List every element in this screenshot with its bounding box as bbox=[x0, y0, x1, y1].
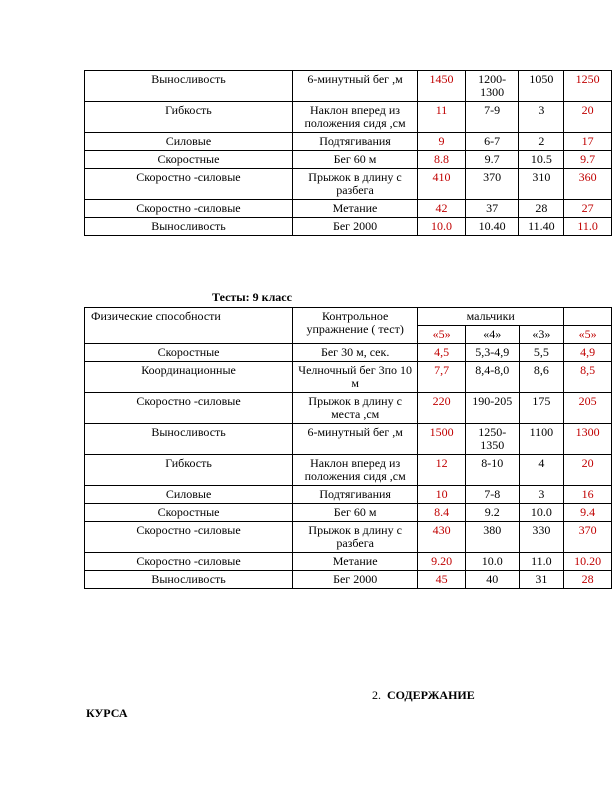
ability-cell: Скоростные bbox=[85, 151, 293, 169]
table-header-row bbox=[85, 308, 612, 326]
ability-cell: Скоростно -силовые bbox=[85, 553, 293, 571]
table-row bbox=[85, 362, 612, 393]
section-title: СОДЕРЖАНИЕ bbox=[387, 688, 475, 702]
grade5-cell: 17 bbox=[564, 133, 612, 151]
section-number: 2. bbox=[372, 688, 381, 702]
grade5-cell: 28 bbox=[564, 571, 612, 589]
ability-cell: Силовые bbox=[85, 133, 293, 151]
grade4-cell: 380 bbox=[465, 522, 519, 553]
grade5-cell: 9.20 bbox=[418, 553, 466, 571]
header-group-boys: мальчики bbox=[418, 308, 564, 326]
exercise-cell: Прыжок в длину с разбега bbox=[292, 169, 417, 200]
ability-cell: Скоростно -силовые bbox=[85, 393, 293, 424]
grade4-cell: 7-8 bbox=[465, 486, 519, 504]
grade3-cell: 3 bbox=[519, 102, 564, 133]
grade5-cell: 16 bbox=[564, 486, 612, 504]
table-row bbox=[85, 344, 612, 362]
grade4-cell: 6-7 bbox=[465, 133, 519, 151]
exercise-cell: Бег 30 м, сек. bbox=[293, 344, 418, 362]
header-exercise: Контрольное упражнение ( тест) bbox=[293, 308, 418, 344]
grade4-cell: 7-9 bbox=[465, 102, 519, 133]
ability-cell: Гибкость bbox=[85, 102, 293, 133]
exercise-cell: 6-минутный бег ,м bbox=[293, 424, 418, 455]
grade5-cell: 12 bbox=[418, 455, 466, 486]
grade4-cell: 10.0 bbox=[465, 553, 519, 571]
grade3-cell: 31 bbox=[519, 571, 564, 589]
section-heading bbox=[372, 688, 475, 703]
exercise-cell: Челночный бег 3по 10 м bbox=[293, 362, 418, 393]
grade5-cell: 9 bbox=[418, 133, 466, 151]
grade5-cell: 11.0 bbox=[564, 218, 612, 236]
table-row bbox=[85, 504, 612, 522]
table-row bbox=[85, 553, 612, 571]
grade4-cell: 1250-1350 bbox=[465, 424, 519, 455]
grade3-cell: 175 bbox=[519, 393, 564, 424]
grade4-cell: 8,4-8,0 bbox=[465, 362, 519, 393]
norms-table-previous-body bbox=[85, 71, 612, 236]
header-grade: «5» bbox=[418, 326, 466, 344]
ability-cell: Гибкость bbox=[85, 455, 293, 486]
ability-cell: Скоростные bbox=[85, 504, 293, 522]
grade3-cell: 3 bbox=[519, 486, 564, 504]
grade5-cell: 360 bbox=[564, 169, 612, 200]
header-group-spacer bbox=[564, 308, 612, 326]
ability-cell: Силовые bbox=[85, 486, 293, 504]
exercise-cell: Бег 2000 bbox=[292, 218, 417, 236]
grade5-cell: 4,9 bbox=[564, 344, 612, 362]
table-row bbox=[85, 486, 612, 504]
norms-table-grade9-body bbox=[85, 308, 612, 589]
grade3-cell: 4 bbox=[519, 455, 564, 486]
grade5-cell: 8.4 bbox=[418, 504, 466, 522]
table-row bbox=[85, 102, 612, 133]
grade4-cell: 370 bbox=[465, 169, 519, 200]
grade3-cell: 28 bbox=[519, 200, 564, 218]
table-row bbox=[85, 133, 612, 151]
grade4-cell: 9.7 bbox=[465, 151, 519, 169]
grade5-cell: 1450 bbox=[418, 71, 466, 102]
exercise-cell: Подтягивания bbox=[293, 486, 418, 504]
grade5-cell: 9.4 bbox=[564, 504, 612, 522]
grade5-cell: 10 bbox=[418, 486, 466, 504]
grade5-cell: 11 bbox=[418, 102, 466, 133]
ability-cell: Скоростные bbox=[85, 344, 293, 362]
table-row bbox=[85, 571, 612, 589]
grade3-cell: 5,5 bbox=[519, 344, 564, 362]
section-title-continuation: КУРСА bbox=[86, 706, 128, 720]
ability-cell: Выносливость bbox=[85, 218, 293, 236]
header-grade: «3» bbox=[519, 326, 564, 344]
grade5-cell: 410 bbox=[418, 169, 466, 200]
grade5-cell: 45 bbox=[418, 571, 466, 589]
grade3-cell: 10.5 bbox=[519, 151, 564, 169]
grade3-cell: 11.0 bbox=[519, 553, 564, 571]
ability-cell: Скоростно -силовые bbox=[85, 200, 293, 218]
ability-cell: Выносливость bbox=[85, 424, 293, 455]
table-row bbox=[85, 151, 612, 169]
grade5-cell: 27 bbox=[564, 200, 612, 218]
grade5-cell: 8,5 bbox=[564, 362, 612, 393]
exercise-cell: Метание bbox=[292, 200, 417, 218]
grade5-cell: 430 bbox=[418, 522, 466, 553]
grade4-cell: 8-10 bbox=[465, 455, 519, 486]
exercise-cell: Бег 60 м bbox=[292, 151, 417, 169]
exercise-cell: Прыжок в длину с места ,см bbox=[293, 393, 418, 424]
header-grade: «4» bbox=[465, 326, 519, 344]
table-caption: Тесты: 9 класс bbox=[212, 290, 292, 304]
ability-cell: Скоростно -силовые bbox=[85, 522, 293, 553]
grade3-cell: 10.0 bbox=[519, 504, 564, 522]
table-row bbox=[85, 455, 612, 486]
exercise-cell: Наклон вперед из положения сидя ,см bbox=[293, 455, 418, 486]
grade3-cell: 11.40 bbox=[519, 218, 564, 236]
grade5-cell: 370 bbox=[564, 522, 612, 553]
grade5-cell: 1250 bbox=[564, 71, 612, 102]
grade5-cell: 9.7 bbox=[564, 151, 612, 169]
header-ability: Физические способности bbox=[85, 308, 293, 344]
exercise-cell: Прыжок в длину с разбега bbox=[293, 522, 418, 553]
grade5-cell: 205 bbox=[564, 393, 612, 424]
ability-cell: Скоростно -силовые bbox=[85, 169, 293, 200]
ability-cell: Координационные bbox=[85, 362, 293, 393]
exercise-cell: Подтягивания bbox=[292, 133, 417, 151]
grade3-cell: 1050 bbox=[519, 71, 564, 102]
table-row bbox=[85, 522, 612, 553]
table-row bbox=[85, 200, 612, 218]
grade3-cell: 8,6 bbox=[519, 362, 564, 393]
table-row bbox=[85, 218, 612, 236]
exercise-cell: Метание bbox=[293, 553, 418, 571]
grade4-cell: 9.2 bbox=[465, 504, 519, 522]
grade4-cell: 40 bbox=[465, 571, 519, 589]
grade4-cell: 1200-1300 bbox=[465, 71, 519, 102]
exercise-cell: Бег 2000 bbox=[293, 571, 418, 589]
grade5-cell: 220 bbox=[418, 393, 466, 424]
grade5-cell: 42 bbox=[418, 200, 466, 218]
grade4-cell: 5,3-4,9 bbox=[465, 344, 519, 362]
grade5-cell: 8.8 bbox=[418, 151, 466, 169]
header-grade: «5» bbox=[564, 326, 612, 344]
grade4-cell: 37 bbox=[465, 200, 519, 218]
grade5-cell: 7,7 bbox=[418, 362, 466, 393]
grade3-cell: 310 bbox=[519, 169, 564, 200]
grade5-cell: 10.20 bbox=[564, 553, 612, 571]
grade5-cell: 1300 bbox=[564, 424, 612, 455]
ability-cell: Выносливость bbox=[85, 71, 293, 102]
exercise-cell: Бег 60 м bbox=[293, 504, 418, 522]
grade4-cell: 190-205 bbox=[465, 393, 519, 424]
table-row bbox=[85, 424, 612, 455]
grade3-cell: 2 bbox=[519, 133, 564, 151]
norms-table-grade9 bbox=[84, 307, 612, 589]
grade5-cell: 4,5 bbox=[418, 344, 466, 362]
exercise-cell: 6-минутный бег ,м bbox=[292, 71, 417, 102]
norms-table-previous bbox=[84, 70, 612, 236]
exercise-cell: Наклон вперед из положения сидя ,см bbox=[292, 102, 417, 133]
grade3-cell: 1100 bbox=[519, 424, 564, 455]
table-row bbox=[85, 393, 612, 424]
grade5-cell: 10.0 bbox=[418, 218, 466, 236]
table-row bbox=[85, 71, 612, 102]
grade5-cell: 20 bbox=[564, 102, 612, 133]
table-row bbox=[85, 169, 612, 200]
ability-cell: Выносливость bbox=[85, 571, 293, 589]
grade5-cell: 1500 bbox=[418, 424, 466, 455]
grade4-cell: 10.40 bbox=[465, 218, 519, 236]
grade3-cell: 330 bbox=[519, 522, 564, 553]
grade5-cell: 20 bbox=[564, 455, 612, 486]
